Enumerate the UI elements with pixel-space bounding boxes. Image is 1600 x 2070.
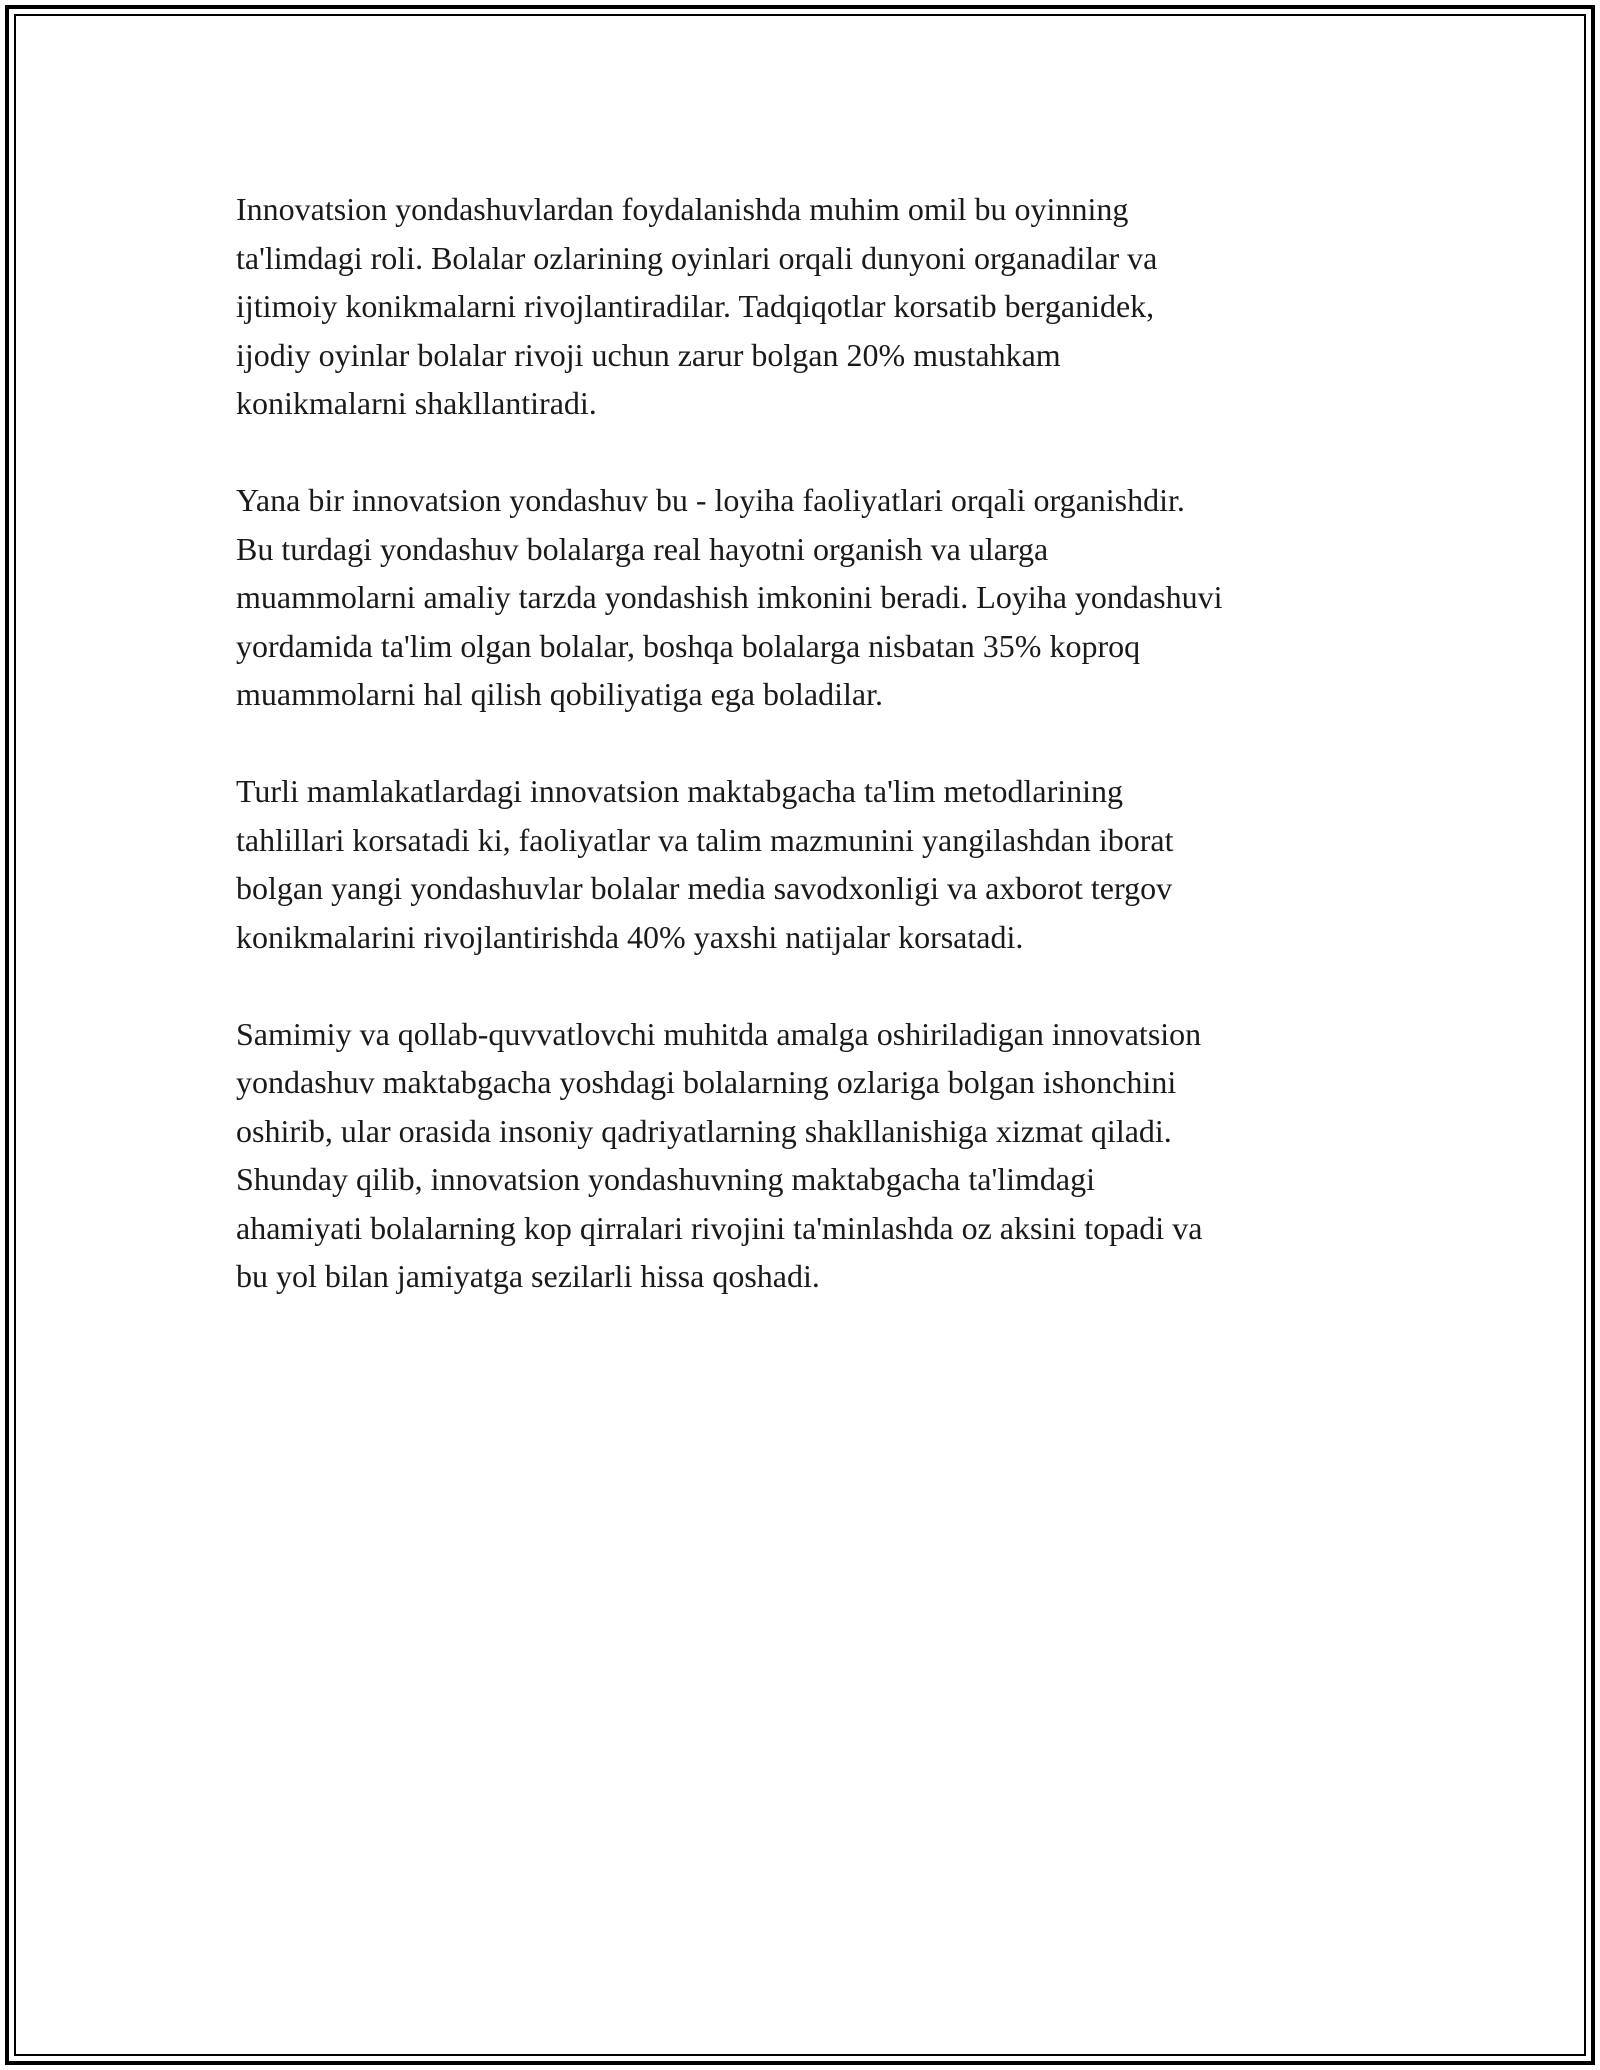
paragraph-4 [236,1010,1396,1301]
text-line: Samimiy va qollab-quvvatlovchi muhitda amalga oshiriladigan innovatsion [236,1015,1202,1052]
text-line: Turli mamlakatlardagi innovatsion maktabgacha ta'lim metodlarining [236,773,1124,809]
text-line: oshirib, ular orasida insoniy qadriyatlarning shakllanishiga xizmat qiladi. [236,1112,1172,1149]
text-line: Shunday qilib, innovatsion yondashuvning maktabgacha ta'limdagi [236,1161,1095,1197]
text-line: Bu turdagi yondashuv bolalarga real hayotni organish va ularga [236,530,1049,567]
text-line: ta'limdagi roli. Bolalar ozlarining oyinlari orqali dunyoni organadilar va [236,239,1158,276]
text-line: ahamiyati bolalarning kop qirralari rivojini ta'minlashda oz aksini topadi va [236,1209,1203,1246]
text-line: muammolarni amaliy tarzda yondashish imkonini beradi. Loyiha yondashuvi [236,579,1223,615]
text-line: konikmalarni shakllantiradi. [236,385,597,421]
text-line: tahlillari korsatadi ki, faoliyatlar va talim mazmunini yangilashdan iborat [236,821,1174,858]
text-line: ijodiy oyinlar bolalar rivoji uchun zarur bolgan 20% mustahkam [236,336,1061,373]
text-line: bu yol bilan jamiyatga sezilarli hissa qoshadi. [236,1258,820,1294]
text-line: muammolarni hal qilish qobiliyatiga ega boladilar. [236,676,883,712]
text-line: Yana bir innovatsion yondashuv bu - loyiha faoliyatlari orqali organishdir. [236,482,1185,518]
text-line: yondashuv maktabgacha yoshdagi bolalarning ozlariga bolgan ishonchini [236,1064,1177,1100]
document-body [236,185,1396,1349]
text-line: ijtimoiy konikmalarni rivojlantiradilar. Tadqiqotlar korsatib berganidek, [236,288,1155,324]
paragraph-2 [236,476,1396,719]
paragraph-3 [236,767,1396,961]
text-line: Innovatsion yondashuvlardan foydalanishda muhim omil bu oyinning [236,191,1129,227]
text-line: konikmalarini rivojlantirishda 40% yaxshi natijalar korsatadi. [236,918,1024,955]
text-line: yordamida ta'lim olgan bolalar, boshqa bolalarga nisbatan 35% koproq [236,627,1141,664]
text-line: bolgan yangi yondashuvlar bolalar media savodxonligi va axborot tergov [236,870,1173,906]
paragraph-1 [236,185,1396,428]
